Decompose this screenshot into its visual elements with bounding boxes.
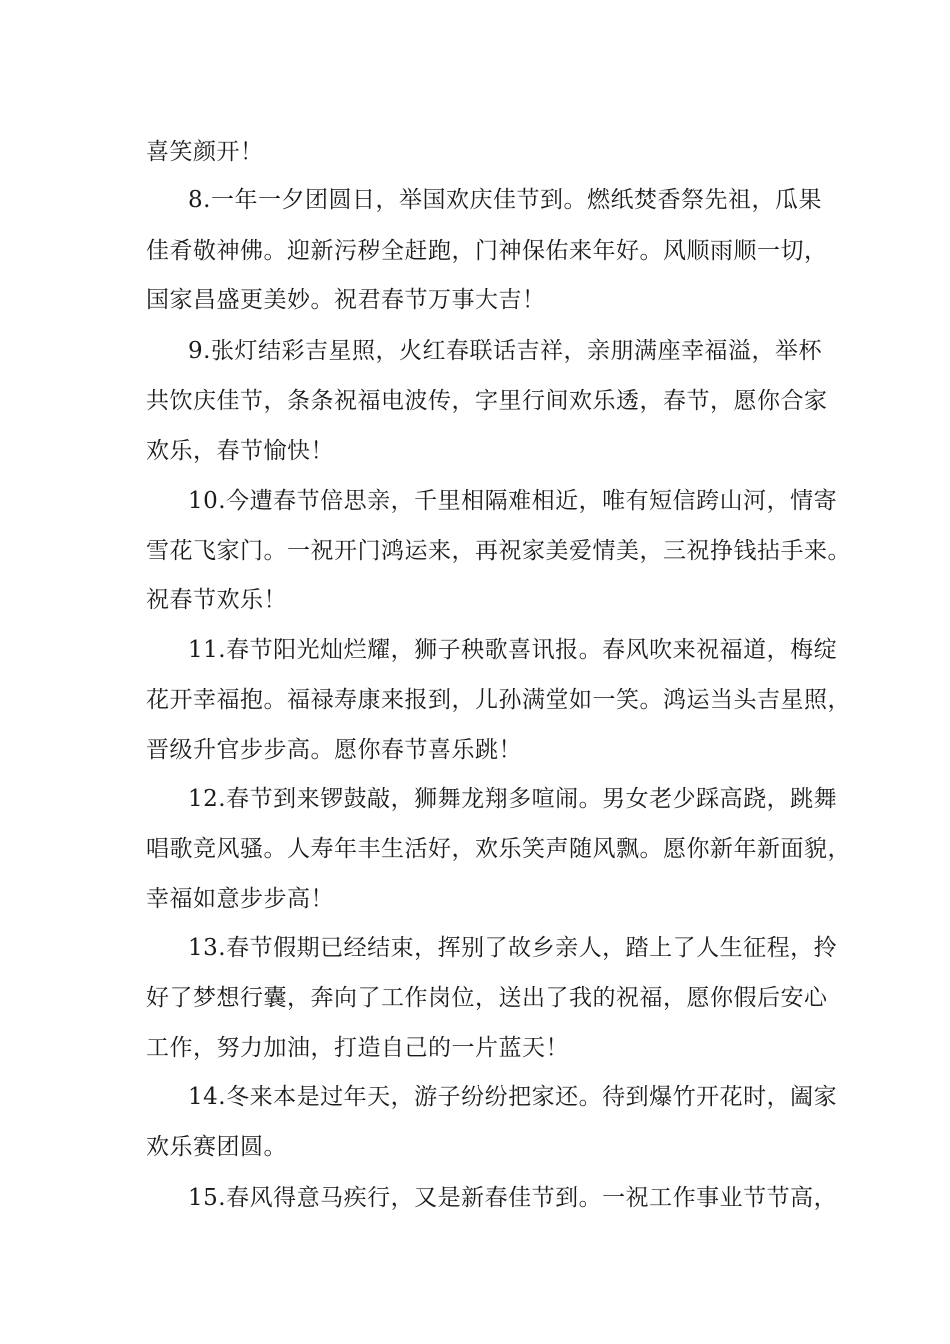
paragraph-13-line-2: 工作，努力加油，打造自己的一片蓝天！ xyxy=(146,1035,569,1061)
paragraph-8-line-2: 国家昌盛更美妙。祝君春节万事大吉！ xyxy=(146,287,546,313)
paragraph-12-line-2: 幸福如意步步高！ xyxy=(146,886,334,912)
paragraph-8-line-1: 佳肴敬神佛。迎新污秽全赶跑，门神保佑来年好。风顺雨顺一切， xyxy=(146,238,828,264)
paragraph-12-line-0: 12.春节到来锣鼓敲，狮舞龙翔多喧闹。男女老少踩高跷，跳舞 xyxy=(188,786,838,812)
paragraph-11-line-2: 晋级升官步步高。愿你春节喜乐跳！ xyxy=(146,737,522,763)
paragraph-12-line-1: 唱歌竞风骚。人寿年丰生活好，欢乐笑声随风飘。愿你新年新面貌， xyxy=(146,836,851,862)
paragraph-15-line-0: 15.春风得意马疾行，又是新春佳节到。一祝工作事业节节高， xyxy=(188,1185,838,1211)
paragraph-0-line-0: 喜笑颜开！ xyxy=(146,139,264,165)
paragraph-14-line-0: 14.冬来本是过年天，游子纷纷把家还。待到爆竹开花时，阖家 xyxy=(188,1084,838,1110)
paragraph-9-line-1: 共饮庆佳节，条条祝福电波传，字里行间欢乐透，春节，愿你合家 xyxy=(146,388,828,414)
paragraph-10-line-1: 雪花飞家门。一祝开门鸿运来，再祝家美爱情美，三祝挣钱拈手来。 xyxy=(146,538,851,564)
paragraph-8-line-0: 8.一年一夕团圆日，举国欢庆佳节到。燃纸焚香祭先祖，瓜果 xyxy=(188,187,822,213)
paragraph-9-line-0: 9.张灯结彩吉星照，火红春联话吉祥，亲朋满座幸福溢，举杯 xyxy=(188,338,822,364)
paragraph-11-line-0: 11.春节阳光灿烂耀，狮子秧歌喜讯报。春风吹来祝福道，梅绽 xyxy=(188,637,838,663)
paragraph-14-line-1: 欢乐赛团圆。 xyxy=(146,1134,287,1160)
paragraph-11-line-1: 花开幸福抱。福禄寿康来报到，儿孙满堂如一笑。鸿运当头吉星照， xyxy=(146,687,851,713)
paragraph-9-line-2: 欢乐，春节愉快！ xyxy=(146,438,334,464)
paragraph-13-line-0: 13.春节假期已经结束，挥别了故乡亲人，踏上了人生征程，拎 xyxy=(188,935,838,961)
paragraph-13-line-1: 好了梦想行囊，奔向了工作岗位，送出了我的祝福，愿你假后安心 xyxy=(146,985,828,1011)
paragraph-10-line-0: 10.今遭春节倍思亲，千里相隔难相近，唯有短信跨山河，情寄 xyxy=(188,488,838,514)
paragraph-10-line-2: 祝春节欢乐！ xyxy=(146,587,287,613)
